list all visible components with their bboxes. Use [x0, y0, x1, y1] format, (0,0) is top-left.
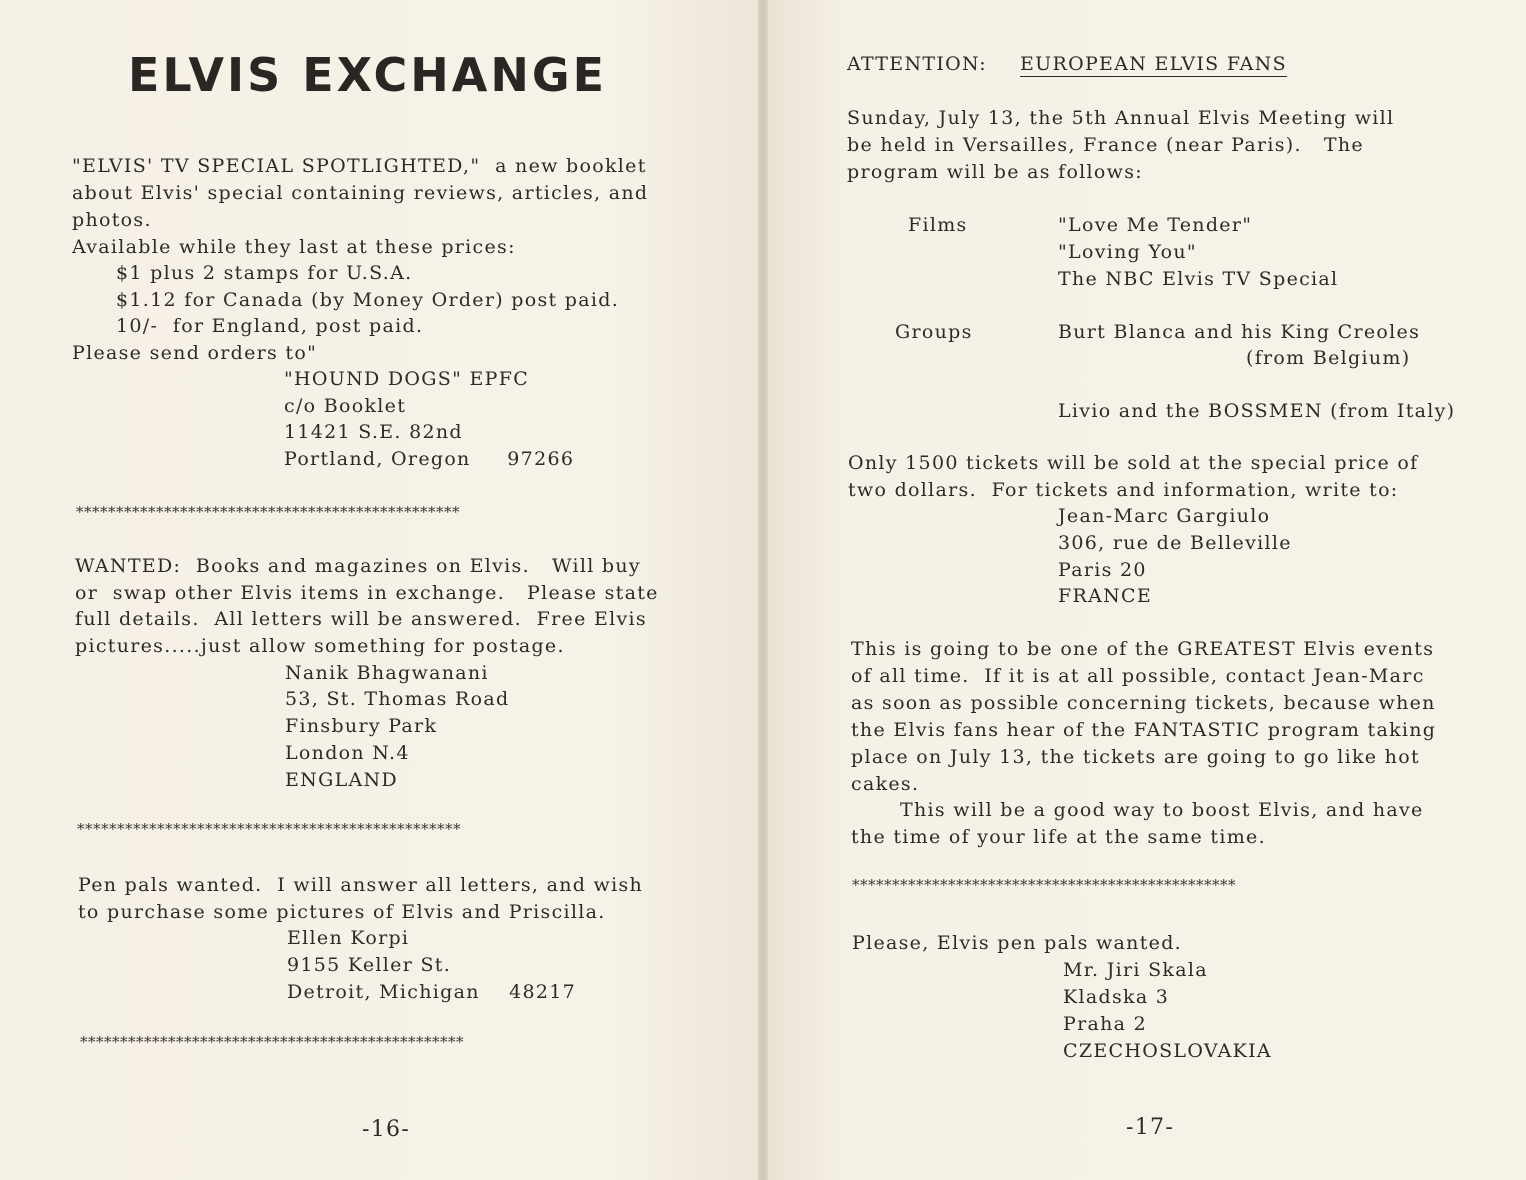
greatest-line: as soon as possible concerning tickets, because when — [851, 692, 1436, 714]
greatest-line: This is going to be one of the GREATEST Elvis events — [851, 638, 1435, 660]
intro-line: be held in Versailles, France (near Paris). The — [847, 134, 1364, 156]
address-line: CZECHOSLOVAKIA — [1063, 1040, 1272, 1062]
page-gutter — [758, 0, 768, 1180]
address-line: FRANCE — [1058, 585, 1153, 607]
address-line: 9155 Keller St. — [287, 954, 452, 976]
penpals-line: Please, Elvis pen pals wanted. — [852, 932, 1183, 954]
greatest-line: cakes. — [851, 773, 920, 795]
price-canada: $1.12 for Canada (by Money Order) post paid. — [116, 289, 620, 311]
group-item: Livio and the BOSSMEN (from Italy) — [1058, 400, 1456, 422]
ad2-line: or swap other Elvis items in exchange. Please state — [75, 582, 659, 604]
address-line: "HOUND DOGS" EPFC — [284, 368, 530, 390]
address-line: Detroit, Michigan 48217 — [287, 981, 577, 1003]
group-item: Burt Blanca and his King Creoles — [1058, 321, 1421, 343]
ad2-line: full details. All letters will be answered. Free Elvis — [75, 608, 647, 630]
ad3-line: to purchase some pictures of Elvis and Priscilla. — [78, 901, 606, 923]
ad3-line: Pen pals wanted. I will answer all letters, and wish — [78, 874, 644, 896]
heading-prefix: ATTENTION: — [847, 53, 987, 75]
separator: ************************************************ — [77, 820, 461, 838]
separator: ************************************************ — [76, 503, 460, 521]
page-number: -17- — [1126, 1115, 1175, 1140]
address-line: Paris 20 — [1058, 559, 1147, 581]
greatest-line: the Elvis fans hear of the FANTASTIC program taking — [851, 719, 1437, 741]
separator: ************************************************ — [852, 876, 1236, 894]
ad1-line: Please send orders to" — [72, 342, 318, 364]
address-line: London N.4 — [285, 742, 410, 764]
tickets-line: Only 1500 tickets will be sold at the special price of — [848, 452, 1419, 474]
address-line: Portland, Oregon 97266 — [284, 448, 575, 470]
address-line: Mr. Jiri Skala — [1063, 959, 1208, 981]
films-label: Films — [908, 214, 968, 236]
ad1-line: photos. — [72, 209, 152, 231]
address-line: Jean-Marc Gargiulo — [1058, 505, 1271, 527]
group-item: (from Belgium) — [1246, 347, 1411, 369]
greatest-line: place on July 13, the tickets are going to go like hot — [851, 746, 1420, 768]
separator: ************************************************ — [80, 1033, 464, 1051]
address-line: 53, St. Thomas Road — [285, 688, 510, 710]
address-line: Praha 2 — [1063, 1013, 1147, 1035]
heading-underlined: EUROPEAN ELVIS FANS — [1020, 53, 1287, 75]
greatest-line: of all time. If it is at all possible, contact Jean-Marc — [851, 665, 1425, 687]
film-item: "Love Me Tender" — [1058, 214, 1253, 236]
page-number: -16- — [362, 1117, 411, 1142]
ad1-line: about Elvis' special containing reviews, articles, and — [72, 182, 649, 204]
address-line: Kladska 3 — [1063, 986, 1170, 1008]
tickets-line: two dollars. For tickets and information, write to: — [848, 479, 1399, 501]
address-line: 11421 S.E. 82nd — [284, 421, 463, 443]
address-line: Finsbury Park — [285, 715, 438, 737]
ad1-line: Available while they last at these prices: — [72, 236, 516, 258]
price-usa: $1 plus 2 stamps for U.S.A. — [116, 262, 413, 284]
film-item: The NBC Elvis TV Special — [1058, 268, 1339, 290]
ad2-line: WANTED: Books and magazines on Elvis. Will buy — [75, 555, 641, 577]
film-item: "Loving You" — [1058, 241, 1197, 263]
ad2-line: pictures.....just allow something for postage. — [75, 635, 565, 657]
address-line: 306, rue de Belleville — [1058, 532, 1292, 554]
address-line: c/o Booklet — [284, 395, 407, 417]
ad1-line: "ELVIS' TV SPECIAL SPOTLIGHTED," a new booklet — [72, 155, 647, 177]
greatest-line: This will be a good way to boost Elvis, and have — [900, 799, 1424, 821]
greatest-line: the time of your life at the same time. — [851, 826, 1266, 848]
address-line: ENGLAND — [285, 769, 398, 791]
price-england: 10/- for England, post paid. — [116, 315, 424, 337]
groups-label: Groups — [895, 321, 973, 343]
address-line: Nanik Bhagwanani — [285, 662, 489, 684]
intro-line: program will be as follows: — [847, 161, 1143, 183]
page-title: ELVIS EXCHANGE — [128, 48, 608, 102]
intro-line: Sunday, July 13, the 5th Annual Elvis Meeting will — [847, 107, 1395, 129]
address-line: Ellen Korpi — [287, 927, 410, 949]
